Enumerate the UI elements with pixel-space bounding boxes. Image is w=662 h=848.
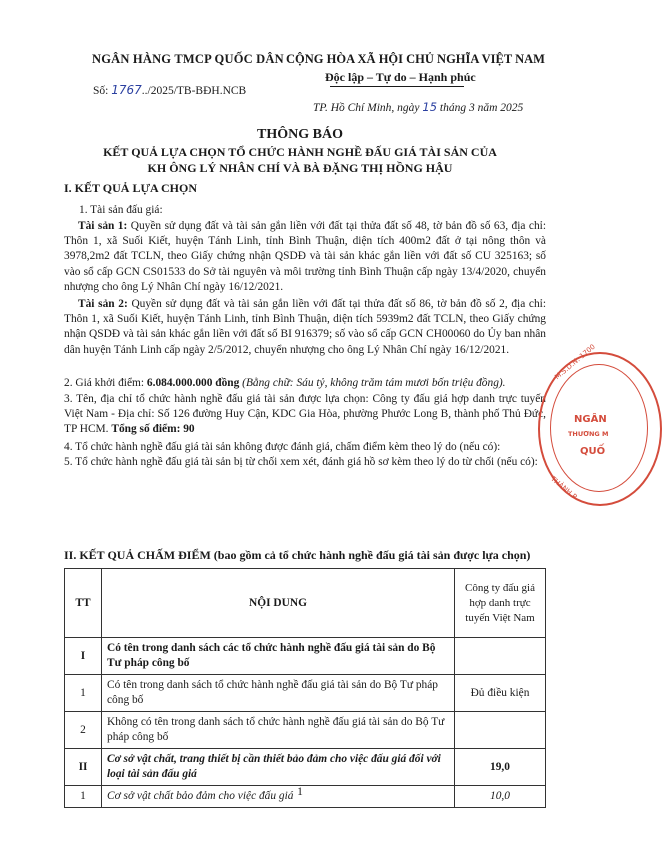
asset-1-text: Quyền sử dụng đất và tài sản gắn liền với đất tại thửa đất số 48, tờ bản đồ số 63, địa chỉ: Thôn 1, xã Suối Kiết, huyện Tánh Linh, tỉnh Bình Thuận, diện tích 400m2 đất ở tại nông thôn và 3978,2m2 đất TCLN, theo Giấy chứng nhận QSDĐ và tài sản khác gắn liền với đất số CU 325163; số vào sổ cấp GCN CS01533 do Sở tài nguyên và môi trường tỉnh Bình Thuận cấp ngày 13/4/2020, chuyển nhượng cho ông Lý Nhân Chí ngày 16/12/2021. [64, 220, 546, 293]
asset-2-label: Tài sản 2: [78, 298, 128, 310]
place-date [313, 100, 523, 114]
asset-2 [64, 297, 546, 358]
table-row [65, 712, 546, 749]
row-tt: II [65, 749, 102, 786]
header-content: NỘI DUNG [102, 569, 455, 638]
header-company: Công ty đấu giá hợp danh trực tuyến Việt Nam [455, 569, 546, 638]
bank-name: NGÂN HÀNG TMCP QUỐC DÂN [92, 52, 284, 66]
place-suffix: tháng 3 năm 2025 [437, 102, 524, 114]
row-tt: 1 [65, 786, 102, 808]
row-value: Đủ điều kiện [455, 675, 546, 712]
item-4: 4. Tổ chức hành nghề đấu giá tài sản không được đánh giá, chấm điểm kèm theo lý do (nếu có): [64, 441, 501, 453]
starting-price: 6.084.000.000 đồng [146, 377, 240, 389]
page-number: 1 [297, 786, 303, 798]
place-prefix: TP. Hồ Chí Minh, ngày [313, 102, 423, 114]
row-content: Có tên trong danh sách các tổ chức hành nghề đấu giá tài sản do Bộ Tư pháp công bố [102, 638, 455, 675]
motto-underline [330, 86, 464, 87]
row-tt: I [65, 638, 102, 675]
asset-1 [64, 219, 546, 295]
stamp-line-1: NGÂN [574, 414, 607, 425]
table-row [65, 749, 546, 786]
item-3-text: 3. Tên, địa chỉ tổ chức hành nghề đấu giá tài sản được lựa chọn: Công ty đấu giá hợp danh trực tuyến Việt Nam - Địa chỉ: Số 126 đường Huy Cận, KDC Gia Hòa, phường Phước Long B, thành phố Thủ Đức, TP HCM. [64, 393, 546, 436]
section-2-heading: II. KẾT QUẢ CHẤM ĐIỂM (bao gồm cả tổ chức hành nghề đấu giá tài sản được lựa chọn) [64, 548, 531, 562]
stamp-arc-bottom: THÀNH P [549, 474, 579, 502]
row-value: 10,0 [455, 786, 546, 808]
notice-subtitle-1: KẾT QUẢ LỰA CHỌN TỔ CHỨC HÀNH NGHỀ ĐẤU GIÁ TÀI SẢN CỦA [103, 145, 497, 159]
item-2 [64, 376, 546, 391]
row-content: Không có tên trong danh sách tổ chức hành nghề đấu giá tài sản do Bộ Tư pháp công bố [102, 712, 455, 749]
doc-no-prefix: Số: [93, 85, 112, 97]
stamp-line-3: QUỐ [580, 446, 606, 457]
notice-title: THÔNG BÁO [257, 127, 343, 142]
doc-no-handwritten: 1767 [111, 83, 142, 97]
document-number [93, 83, 246, 97]
row-value [455, 712, 546, 749]
item-3 [64, 392, 546, 438]
row-value: 19,0 [455, 749, 546, 786]
doc-no-suffix: ../2025/TB-BĐH.NCB [141, 85, 247, 97]
national-motto: Độc lập – Tự do – Hạnh phúc [325, 70, 476, 84]
stamp-inner-ring [550, 364, 648, 492]
asset-1-label: Tài sản 1: [78, 220, 128, 232]
row-content: Cơ sở vật chất bảo đảm cho việc đấu giá [102, 786, 455, 808]
stamp-arc-top: M.S.D.N: 1700 [553, 342, 597, 382]
row-tt: 2 [65, 712, 102, 749]
country-name: CỘNG HÒA XÃ HỘI CHỦ NGHĨA VIỆT NAM [286, 52, 545, 66]
place-day: 15 [422, 100, 438, 114]
section-1-heading: I. KẾT QUẢ LỰA CHỌN [64, 181, 198, 195]
row-content: Có tên trong danh sách tổ chức hành nghề đấu giá tài sản do Bộ Tư pháp công bố [102, 675, 455, 712]
header-tt: TT [65, 569, 102, 638]
table-header-row [65, 569, 546, 638]
starting-price-words: (Bằng chữ: Sáu tỷ, không trăm tám mươi bốn triệu đồng). [239, 377, 506, 389]
red-seal-stamp [538, 342, 662, 506]
score-table [64, 568, 546, 808]
item-1: 1. Tài sản đấu giá: [79, 204, 163, 216]
row-tt: 1 [65, 675, 102, 712]
row-value [455, 638, 546, 675]
item-2-prefix: 2. Giá khởi điểm: [64, 377, 147, 389]
notice-subtitle-2: KH ÔNG LÝ NHÂN CHÍ VÀ BÀ ĐẶNG THỊ HỒNG HẬU [147, 161, 453, 175]
item-5: 5. Tổ chức hành nghề đấu giá tài sản bị từ chối xem xét, đánh giá hồ sơ kèm theo lý do từ chối (nếu có): [64, 456, 538, 468]
total-score: Tổng số điểm: 90 [111, 423, 195, 436]
asset-2-text: Quyền sử dụng đất và tài sản gắn liền với đất tại thửa đất số 86, tờ bản đồ số 2, địa chỉ: Thôn 1, xã Suối Kiết, huyện Tánh Linh, tỉnh Bình Thuận, diện tích 5939m2 đất TCLN, theo Giấy chứng nhận QSDĐ và tài sản khác gắn liền với đất số BI 916379; số vào sổ cấp GCN CH00060 do Ủy ban nhân dân huyện Tánh Linh cấp ngày 2/5/2012, chuyển nhượng cho ông Lý Nhân Chí ngày 16/12/2021. [64, 298, 547, 356]
row-content: Cơ sở vật chất, trang thiết bị cần thiết bảo đảm cho việc đấu giá đối với loại tài sản đấu giá [102, 749, 455, 786]
stamp-line-2: THƯƠNG M [568, 430, 609, 438]
table-row [65, 675, 546, 712]
table-row [65, 638, 546, 675]
